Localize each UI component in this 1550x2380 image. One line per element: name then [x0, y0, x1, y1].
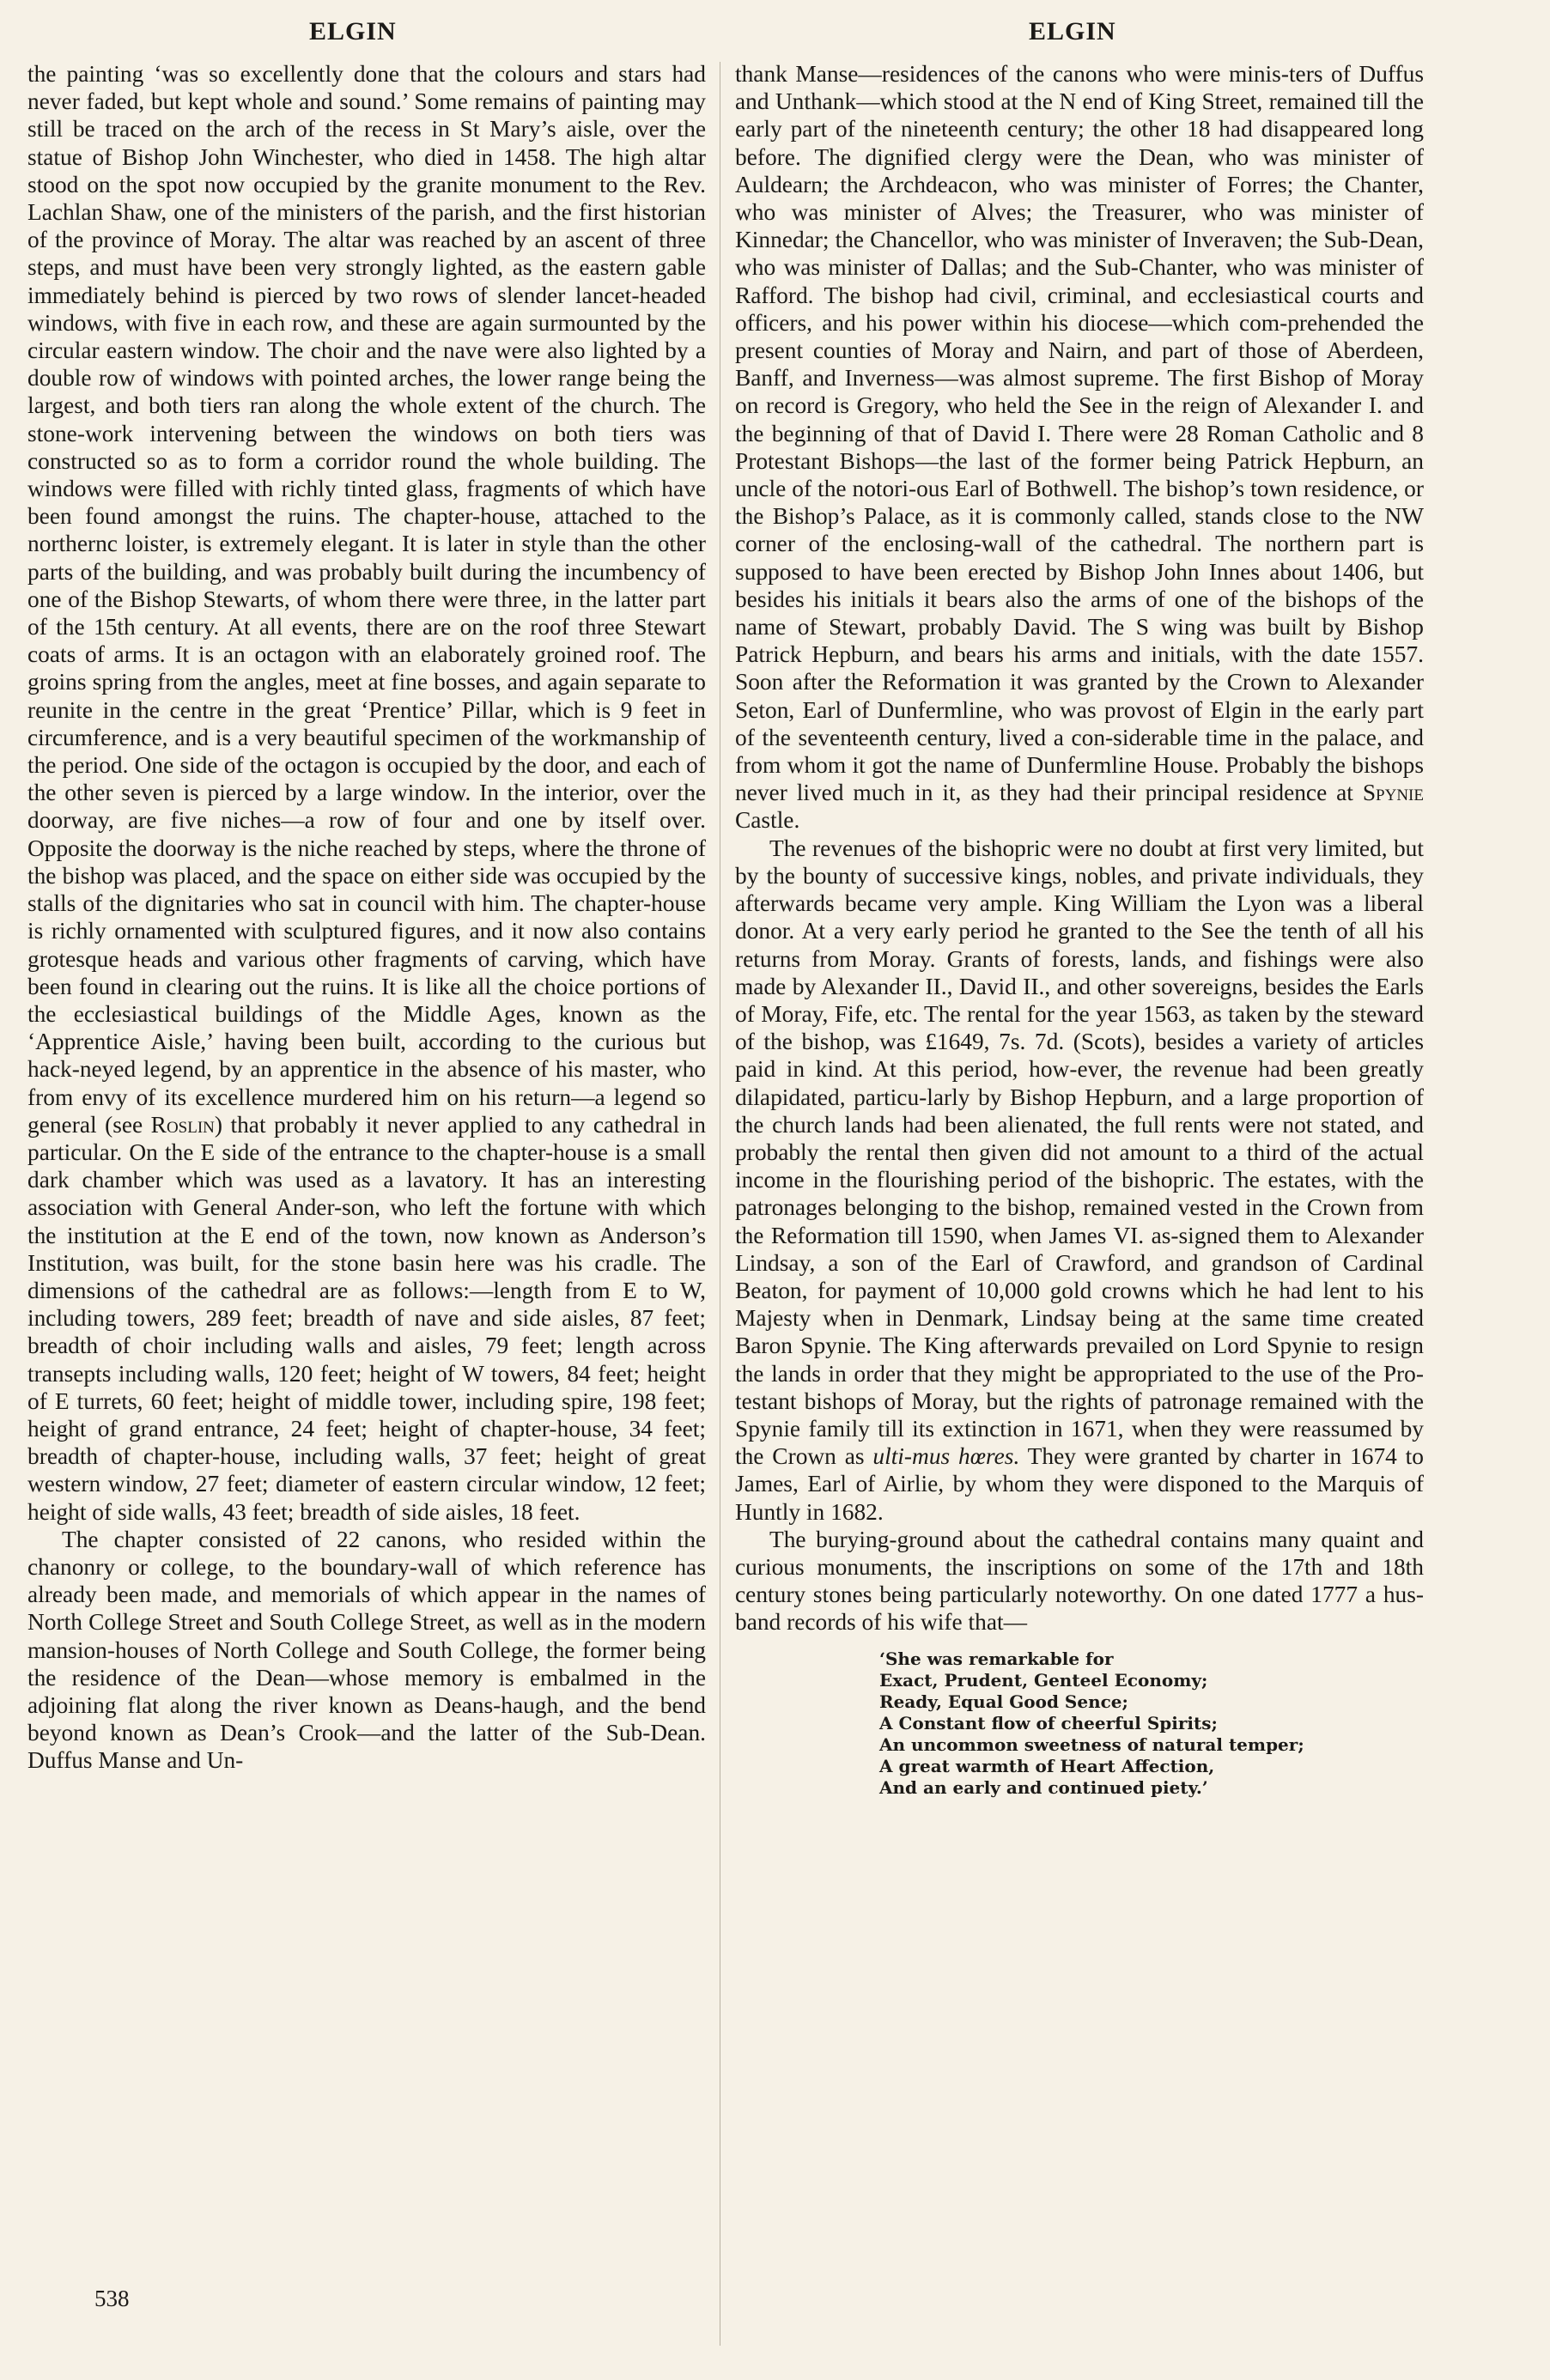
verse-line: And an early and continued piety.’ — [879, 1776, 1208, 1798]
text-run: They were granted by charter in 1674 to James, Earl of Airlie, by whom they were disponed to the Marquis of Huntly in 1682. — [735, 1443, 1424, 1525]
text-run: ) that probably it never applied to any cathedral in particular. On the E side of the entrance to the chapter-house is a small dark chamber which was used as a lavatory. It has an interesting association with General Ander-son, who left the fortune with which the institution at the E end of the town, now known as Anderson’s Institution, was built, for the stone basin here was his cradle. The dimensions of the cathedral are as follows:—length from E to W, including towers, 289 feet; breadth of nave and side aisles, 87 feet; breadth of choir including walls and aisles, 79 feet; length across transepts including walls, 120 feet; height of W towers, 84 feet; height of E turrets, 60 feet; height of middle tower, including spire, 198 feet; height of grand entrance, 24 feet; height of chapter-house, 34 feet; breadth of chapter-house, including walls, 37 feet; height of great western window, 27 feet; diameter of eastern circular window, 12 feet; height of side walls, 43 feet; breadth of side aisles, 18 feet. — [27, 1111, 706, 1525]
epitaph-verse — [879, 1648, 1424, 1799]
verse-line: Exact, Prudent, Genteel Economy; — [879, 1669, 1208, 1691]
paragraph-manse — [735, 60, 1424, 835]
verse-line: ‘She was remarkable for — [879, 1648, 1114, 1669]
latin-phrase: ulti-mus hœres. — [872, 1443, 1020, 1470]
text-run: thank Manse—residences of the canons who were minis-ters of Duffus and Unthank—which stood at the N end of King Street, remained till the early part of the nineteenth century; the other 18 had disappeared long before. The dignified clergy were the Dean, who was minister of Auldearn; the Archdeacon, who was minister of Forres; the Chanter, who was minister of Alves; the Treasurer, who was minister of Kinnedar; the Chancellor, who was minister of Inveraven; the Sub-Dean, who was minister of Dallas; and the Sub-Chanter, who was minister of Rafford. The bishop had civil, criminal, and ecclesiastical courts and officers, and his power within his diocese—which com-prehended the present counties of Moray and Nairn, and part of those of Aberdeen, Banff, and Inverness—was almost supreme. The first Bishop of Moray on record is Gregory, who held the See in the reign of Alexander I. and the beginning of that of David I. There were 28 Roman Catholic and 8 Protestant Bishops—the last of the former being Patrick Hepburn, an uncle of the notori-ous Earl of Bothwell. The bishop’s town residence, or the Bishop’s Palace, as it is commonly called, stands close to the NW corner of the enclosing-wall of the cathedral. The northern part is supposed to have been erected by Bishop John Innes about 1406, but besides his initials it bears also the arms of one of the bishops of the name of Stewart, probably David. The S wing was built by Bishop Patrick Hepburn, and bears his arms and initials, with the date 1557. Soon after the Reformation it was granted by the Crown to Alexander Seton, Earl of Dunfermline, who was provost of Elgin in the early part of the seventeenth century, lived a con-siderable time in the palace, and from whom it got the name of Dunfermline House. Probably the bishops never lived much in it, as they had their principal residence at — [735, 61, 1424, 806]
left-column — [27, 60, 706, 1775]
verse-line: A great warmth of Heart Affection, — [879, 1755, 1215, 1776]
verse-line: A Constant flow of cheerful Spirits; — [879, 1712, 1218, 1733]
text-run: Castle. — [735, 807, 800, 834]
paragraph-painting — [27, 60, 706, 1526]
paragraph-revenues — [735, 835, 1424, 1526]
running-head-left: ELGIN — [309, 17, 397, 46]
running-head-right: ELGIN — [1029, 17, 1116, 46]
paragraph-chapter: The chapter consisted of 22 canons, who resided within the chanonry or college, to the boundary-wall of which reference has already been made, and memorials of which appear in the names of North College Street and South College Street, as well as in the modern mansion-houses of North College and South College, the former being the residence of the Dean—whose memory is embalmed in the adjoining flat along the river known as Deans-haugh, and the bend beyond known as Dean’s Crook—and the latter of the Sub-Dean. Duffus Manse and Un- — [27, 1526, 706, 1774]
right-column — [735, 60, 1424, 1799]
paragraph-burying-ground: The burying-ground about the cathedral contains many quaint and curious monuments, the inscriptions on some of the 17th and 18th century stones being particularly noteworthy. On one dated 1777 a hus-band records of his wife that— — [735, 1526, 1424, 1636]
cross-reference-roslin: Roslin — [150, 1111, 215, 1138]
verse-line: An uncommon sweetness of natural temper; — [879, 1733, 1304, 1755]
verse-line: Ready, Equal Good Sence; — [879, 1691, 1128, 1712]
text-run: the painting ‘was so excellently done that the colours and stars had never faded, but kept whole and sound.’ Some remains of painting may still be traced on the arch of the recess in St Mary’s aisle, over the statue of Bishop John Winchester, who died in 1458. The high altar stood on the spot now occupied by the granite monument to the Rev. Lachlan Shaw, one of the ministers of the parish, and the first historian of the province of Moray. The altar was reached by an ascent of three steps, and must have been very strongly lighted, as the eastern gable immediately behind is pierced by two rows of slender lancet-headed windows, with five in each row, and these are again surmounted by the circular eastern window. The choir and the nave were also lighted by a double row of windows with pointed arches, the lower range being the largest, and both tiers ran along the whole extent of the church. The stone-work intervening between the windows on both tiers was constructed so as to form a corridor round the whole building. The windows were filled with richly tinted glass, fragments of which have been found amongst the ruins. The chapter-house, attached to the northernc loister, is extremely elegant. It is later in style than the other parts of the building, and was probably built during the incumbency of one of the Bishop Stewarts, of whom there were three, in the latter part of the 15th century. At all events, there are on the roof three Stewart coats of arms. It is an octagon with an elaborately groined roof. The groins spring from the angles, meet at fine bosses, and again separate to reunite in the centre in the great ‘Prentice’ Pillar, which is 9 feet in circumference, and is a very beautiful specimen of the workmanship of the period. One side of the octagon is occupied by the door, and each of the other seven is pierced by a large window. In the interior, over the doorway, are five niches—a row of four and one by itself over. Opposite the doorway is the niche reached by steps, where the throne of the bishop was placed, and the space on either side was occupied by the stalls of the dignitaries who sat in council with him. The chapter-house is richly ornamented with sculptured figures, and it now also contains grotesque heads and various other fragments of carving, which have been found in clearing out the ruins. It is like all the choice portions of the ecclesiastical buildings of the Middle Ages, known as the ‘Apprentice Aisle,’ having been built, according to the curious but hack-neyed legend, by an apprentice in the absence of his master, who from envy of its excellence murdered him on his return—a legend so general (see — [27, 61, 706, 1138]
text-run: The revenues of the bishopric were no doubt at first very limited, but by the bounty of successive kings, nobles, and private individuals, they afterwards became very ample. King William the Lyon was a liberal donor. At a very early period he granted to the See the tenth of all his returns from Moray. Grants of forests, lands, and fishings were also made by Alexander II., David II., and other sovereigns, besides the Earls of Moray, Fife, etc. The rental for the year 1563, as taken by the steward of the bishop, was £1649, 7s. 7d. (Scots), besides a variety of articles paid in kind. At this period, how-ever, the revenue had been greatly dilapidated, particu-larly by Bishop Hepburn, and a large proportion of the church lands had been alienated, the full rents were not stated, and probably the rental then given did not amount to a third of the actual income in the flourishing period of the bishopric. The estates, with the patronages belonging to the bishop, remained vested in the Crown from the Reformation till 1590, when James VI. as-signed them to Alexander Lindsay, a son of the Earl of Crawford, and grandson of Cardinal Beaton, for payment of 10,000 gold crowns which he had lent to his Majesty when in Denmark, Lindsay being at the same time created Baron Spynie. The King afterwards prevailed on Lord Spynie to resign the lands in order that they might be appropriated to the use of the Pro-testant bishops of Moray, but the rights of patronage remained with the Spynie family till its extinction in 1671, when they were reassumed by the Crown as — [735, 835, 1424, 1470]
page-number: 538 — [94, 2286, 130, 2311]
cross-reference-spynie: Spynie — [1362, 780, 1424, 806]
